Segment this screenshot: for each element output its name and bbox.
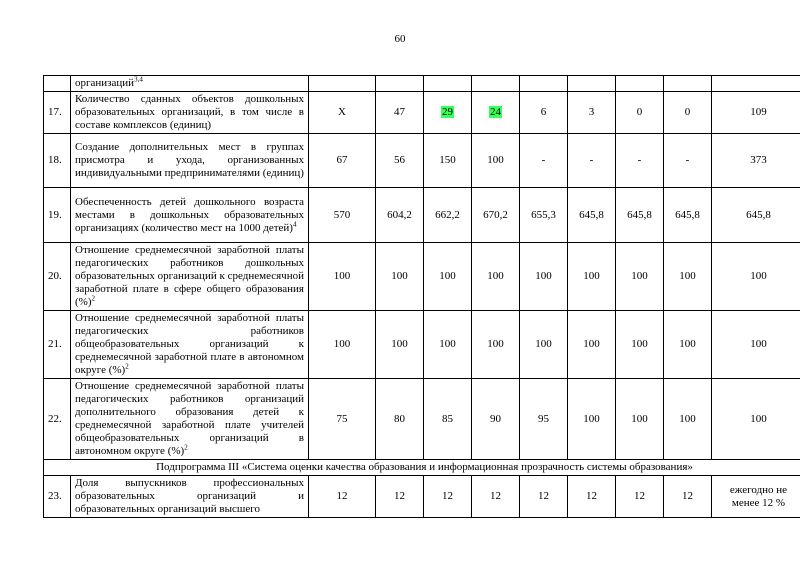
value-cell: [616, 188, 664, 243]
row-number: 23.: [44, 476, 71, 518]
value-text: -: [589, 154, 594, 166]
value-text: 662,2: [435, 208, 460, 221]
indicator-text: Создание дополнительных мест в группах присмотра и ухода, организованных индивидуальными предпринимателями (единиц): [75, 141, 304, 179]
page-number: 60: [394, 33, 406, 45]
value-cell: [376, 379, 424, 460]
value-text: 670,2: [483, 208, 508, 221]
value-cell: [520, 243, 568, 311]
table-row: [44, 76, 800, 92]
value-cell: [520, 92, 568, 134]
value-text: 150: [439, 154, 456, 166]
value-text: -: [685, 154, 690, 166]
value-text: 100: [679, 412, 696, 425]
value-cell: [424, 379, 472, 460]
indicator-text: Отношение среднемесячной заработной платы педагогических работников общеобразовательных организаций к среднемесячной заработной плате в автономном округе (%): [75, 312, 304, 376]
value-text: 100: [333, 338, 351, 350]
value-text: 100: [750, 338, 767, 350]
value-text: 100: [535, 270, 552, 282]
value-cell: [664, 92, 712, 134]
value-text: 12: [336, 490, 348, 502]
indicator-description: [71, 188, 309, 243]
value-text: 12: [586, 490, 597, 502]
value-cell: [376, 92, 424, 134]
value-cell: [712, 134, 800, 188]
row-number: 22.: [44, 379, 71, 460]
subprogram-row: [44, 460, 800, 476]
value-cell: [424, 76, 472, 92]
value-cell: [568, 76, 616, 92]
indicator-text: Количество сданных объектов дошкольных образовательных организаций, в том числе в составе комплексов (единиц): [75, 93, 304, 131]
indicator-text: Обеспеченность детей дошкольного возраста местами в дошкольных образовательных организациях (количество мест на 1000 детей): [75, 195, 304, 234]
value-text: 67: [336, 154, 348, 166]
value-cell: [520, 476, 568, 518]
value-text: 655,3: [531, 208, 556, 221]
value-text: 95: [538, 412, 549, 425]
value-cell: [376, 188, 424, 243]
value-text: 100: [631, 338, 648, 350]
row-number: 21.: [44, 311, 71, 379]
value-cell: [712, 92, 800, 134]
value-cell: [616, 311, 664, 379]
footnote-marker: 2: [125, 362, 129, 371]
row-number: 17.: [44, 92, 71, 134]
value-cell: [664, 476, 712, 518]
table-row: [44, 379, 800, 460]
value-cell: [568, 92, 616, 134]
value-cell: [309, 188, 376, 243]
value-text: 3: [588, 106, 595, 118]
value-text: 6: [540, 106, 547, 118]
value-cell: [616, 134, 664, 188]
value-cell: [712, 476, 800, 518]
value-text: 100: [535, 338, 552, 350]
value-cell: [472, 134, 520, 188]
value-text: 12: [394, 490, 405, 502]
indicator-description: [71, 134, 309, 188]
value-cell: [712, 188, 800, 243]
value-cell: [520, 379, 568, 460]
value-cell: [309, 92, 376, 134]
value-cell: [424, 134, 472, 188]
value-text: 12: [634, 490, 645, 502]
value-text: 24: [490, 106, 501, 118]
value-text: 100: [487, 270, 504, 282]
value-text: 100: [487, 154, 504, 166]
value-cell: [472, 76, 520, 92]
value-text: 12: [490, 490, 501, 502]
value-text: 47: [394, 106, 405, 118]
value-cell: [309, 134, 376, 188]
value-text: 12: [442, 490, 453, 502]
indicator-description: [71, 476, 309, 518]
table-row: [44, 243, 800, 311]
value-text: 645,8: [579, 208, 604, 221]
value-text: 85: [442, 412, 453, 425]
value-text: 100: [679, 338, 696, 350]
value-text: 100: [487, 338, 504, 350]
value-cell: [568, 379, 616, 460]
value-cell: [472, 311, 520, 379]
value-cell: [520, 134, 568, 188]
footnote-marker: 4: [292, 219, 297, 228]
value-text: 604,2: [387, 208, 412, 221]
value-text: 12: [682, 490, 693, 502]
value-text: Х: [338, 106, 346, 118]
value-cell: [568, 134, 616, 188]
value-cell: [376, 476, 424, 518]
table-row: [44, 188, 800, 243]
value-text: 100: [583, 338, 600, 350]
value-text: 373: [750, 154, 767, 166]
value-cell: [616, 76, 664, 92]
value-cell: [664, 76, 712, 92]
indicator-description: [71, 243, 309, 311]
value-cell: [568, 311, 616, 379]
value-cell: [568, 188, 616, 243]
value-text: 75: [336, 412, 348, 425]
indicator-description: [71, 92, 309, 134]
table-row: [44, 134, 800, 188]
value-cell: [472, 476, 520, 518]
value-cell: [712, 311, 800, 379]
value-text: 100: [583, 412, 600, 425]
footnote-marker: 2: [184, 443, 188, 452]
indicator-text: Доля выпускников профессиональных образовательных организаций и образовательных организаций высшего: [75, 477, 304, 515]
value-cell: [664, 311, 712, 379]
value-text: 100: [631, 412, 648, 425]
value-text: ежегодно не менее 12 %: [729, 483, 788, 509]
indicator-description: [71, 76, 309, 92]
value-cell: [472, 243, 520, 311]
value-text: 0: [684, 106, 691, 118]
value-text: 12: [538, 490, 549, 502]
value-cell: [376, 76, 424, 92]
row-number: 18.: [44, 134, 71, 188]
value-cell: [376, 311, 424, 379]
value-text: -: [541, 154, 546, 166]
value-cell: [520, 76, 568, 92]
value-cell: [568, 476, 616, 518]
value-cell: [616, 379, 664, 460]
value-text: 100: [583, 270, 600, 282]
value-text: 645,8: [675, 208, 700, 221]
value-cell: [664, 379, 712, 460]
value-cell: [664, 134, 712, 188]
value-cell: [424, 311, 472, 379]
value-text: 645,8: [627, 208, 652, 221]
value-text: 100: [631, 270, 648, 282]
value-cell: [309, 379, 376, 460]
value-cell: [424, 188, 472, 243]
value-text: 29: [442, 106, 453, 118]
value-text: 100: [679, 270, 696, 282]
value-text: 100: [439, 270, 456, 282]
value-cell: [712, 76, 800, 92]
value-text: 0: [636, 106, 643, 118]
value-text: 645,8: [746, 208, 771, 221]
indicator-text: организаций: [75, 77, 135, 89]
value-text: 100: [391, 338, 408, 350]
footnote-marker: 3,4: [134, 75, 143, 84]
value-cell: [424, 476, 472, 518]
row-number: 20.: [44, 243, 71, 311]
value-cell: [568, 243, 616, 311]
value-cell: [520, 311, 568, 379]
value-text: 100: [333, 270, 351, 282]
value-cell: [520, 188, 568, 243]
value-cell: [376, 134, 424, 188]
table-row: [44, 476, 800, 518]
indicator-text: Отношение среднемесячной заработной платы педагогических работников дошкольных образовательных организаций к среднемесячной заработной плате в сфере общего образования (%): [75, 244, 304, 308]
value-text: 56: [394, 154, 405, 166]
value-text: 80: [394, 412, 405, 425]
value-cell: [712, 379, 800, 460]
indicators-table: [43, 75, 800, 518]
value-cell: [712, 243, 800, 311]
table-row: [44, 92, 800, 134]
row-number: [44, 76, 71, 92]
value-cell: [616, 92, 664, 134]
value-cell: [616, 476, 664, 518]
value-cell: [376, 243, 424, 311]
value-text: 100: [750, 412, 767, 425]
value-text: 100: [391, 270, 408, 282]
value-cell: [424, 243, 472, 311]
value-cell: [472, 379, 520, 460]
value-cell: [616, 243, 664, 311]
value-text: -: [637, 154, 642, 166]
value-cell: [472, 92, 520, 134]
indicator-text: Отношение среднемесячной заработной платы педагогических работников организаций дополнительного образования детей к среднемесячной заработной плате учителей общеобразовательных организаций в автономном округе (%): [75, 380, 304, 457]
footnote-marker: 2: [91, 294, 95, 303]
indicator-description: [71, 379, 309, 460]
table-row: [44, 311, 800, 379]
indicator-description: [71, 311, 309, 379]
value-cell: [309, 476, 376, 518]
value-text: 90: [490, 412, 501, 425]
value-cell: [664, 243, 712, 311]
value-text: 570: [333, 208, 351, 221]
value-cell: [309, 76, 376, 92]
value-cell: [309, 243, 376, 311]
row-number: 19.: [44, 188, 71, 243]
value-cell: [309, 311, 376, 379]
value-text: 100: [439, 338, 456, 350]
subprogram-title: Подпрограмма III «Система оценки качества образования и информационная прозрачность системы образования»: [44, 460, 800, 476]
value-cell: [424, 92, 472, 134]
value-cell: [664, 188, 712, 243]
value-text: 100: [750, 270, 767, 282]
value-text: 109: [750, 106, 767, 118]
value-cell: [472, 188, 520, 243]
